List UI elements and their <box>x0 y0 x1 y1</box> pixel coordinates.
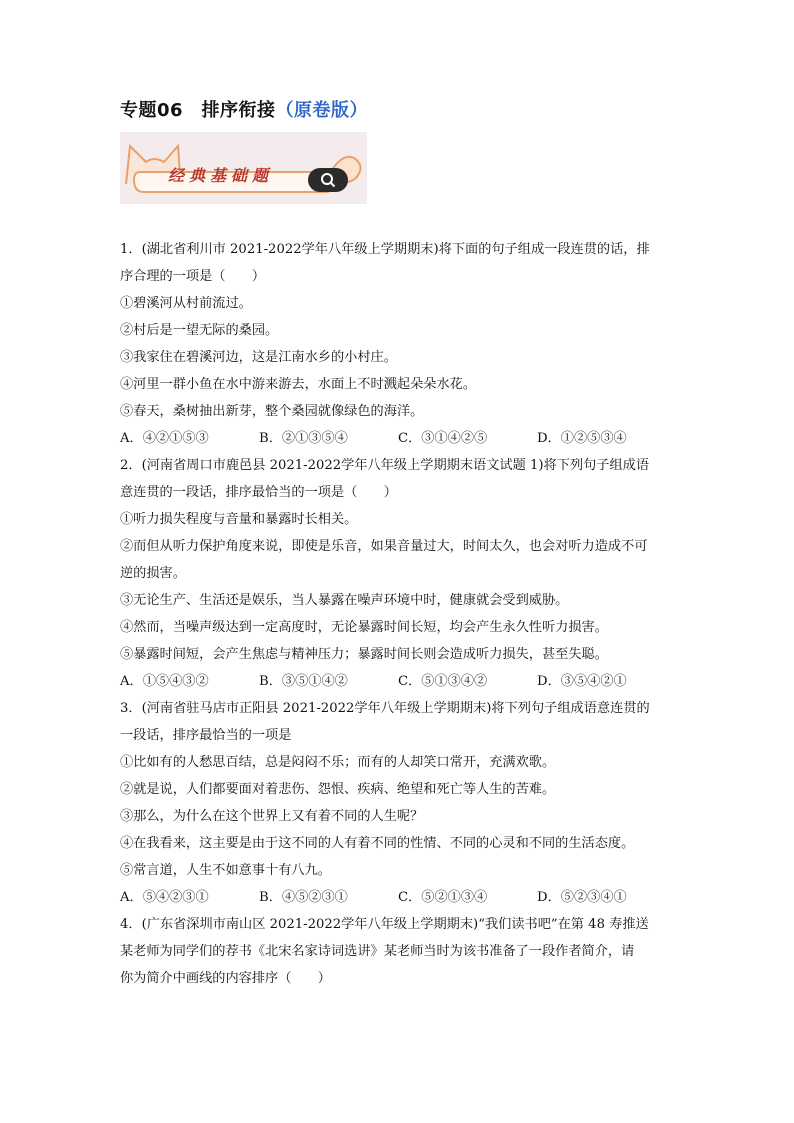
question-3 <box>120 695 680 911</box>
banner-label: 经典基础题 <box>168 166 274 185</box>
question-1 <box>120 236 680 452</box>
sentence-item: ③那么，为什么在这个世界上又有着不同的人生呢？ <box>120 809 424 824</box>
answer-options <box>120 884 680 911</box>
search-button[interactable] <box>308 168 348 192</box>
question-list <box>120 236 680 992</box>
title-main: 专题06 排序衔接 <box>120 100 276 121</box>
option-a[interactable]: A．①⑤④③② <box>120 674 209 689</box>
option-c[interactable]: C．③①④②⑤ <box>398 431 488 446</box>
question-text: 1．(湖北省利川市 2021-2022学年八年级上学期期末)将下面的句子组成一段连贯的话，排 <box>120 242 650 257</box>
question-text: 4．(广东省深圳市南山区 2021-2022学年八年级上学期期末)“我们读书吧”在第 48 寿推送 <box>120 917 649 932</box>
answer-options <box>120 668 680 695</box>
sentence-item: ④河里一群小鱼在水中游来游去，水面上不时溅起朵朵水花。 <box>120 377 477 392</box>
option-b[interactable]: B．③⑤①④② <box>259 674 348 689</box>
section-banner <box>120 132 367 204</box>
sentence-item: ⑤常言道，人生不如意事十有八九。 <box>120 863 331 878</box>
question-text: 一段话，排序最恰当的一项是 <box>120 728 292 743</box>
sentence-item: ①听力损失程度与音量和暴露时长相关。 <box>120 512 358 527</box>
question-text: 3．(河南省驻马店市正阳县 2021-2022学年八年级上学期期末)将下列句子组成语意连贯的 <box>120 701 650 716</box>
option-a[interactable]: A．⑤④②③① <box>120 890 209 905</box>
title-edition: （原卷版） <box>275 100 369 121</box>
option-c[interactable]: C．⑤②①③④ <box>398 890 488 905</box>
question-text: 2．(河南省周口市鹿邑县 2021-2022学年八年级上学期期末语文试题 1)将下列句子组成语 <box>120 458 650 473</box>
question-text: 你为简介中画线的内容排序（ ） <box>120 971 331 986</box>
option-d[interactable]: D．⑤②③④① <box>537 890 627 905</box>
option-a[interactable]: A．④②①⑤③ <box>120 431 209 446</box>
question-text: 序合理的一项是（ ） <box>120 269 266 284</box>
sentence-item: ④然而，当噪声级达到一定高度时，无论暴露时间长短，均会产生永久性听力损害。 <box>120 620 608 635</box>
sentence-item: ④在我看来，这主要是由于这不同的人有着不同的性情、不同的心灵和不同的生活态度。 <box>120 836 635 851</box>
option-b[interactable]: B．②①③⑤④ <box>259 431 348 446</box>
sentence-item: ⑤暴露时间短，会产生焦虑与精神压力；暴露时间长则会造成听力损失，甚至失聪。 <box>120 647 608 662</box>
answer-options <box>120 425 680 452</box>
search-icon <box>308 168 348 192</box>
option-b[interactable]: B．④⑤②③① <box>259 890 348 905</box>
option-d[interactable]: D．③⑤④②① <box>537 674 627 689</box>
question-text: 某老师为同学们的荐书《北宋名家诗词选讲》某老师当时为该书准备了一段作者简介，请 <box>120 944 635 959</box>
sentence-item: ②而但从听力保护角度来说，即使是乐音，如果音量过大，时间太久，也会对听力造成不可 <box>120 539 648 554</box>
sentence-item: ③无论生产、生活还是娱乐，当人暴露在噪声环境中时，健康就会受到威胁。 <box>120 593 569 608</box>
sentence-item: ⑤春天，桑树抽出新芽，整个桑园就像绿色的海洋。 <box>120 404 424 419</box>
question-4 <box>120 911 680 992</box>
sentence-item: 逆的损害。 <box>120 566 186 581</box>
question-2 <box>120 452 680 695</box>
sentence-item: ①碧溪河从村前流过。 <box>120 296 252 311</box>
sentence-item: ②就是说，人们都要面对着悲伤、怨恨、疾病、绝望和死亡等人生的苦难。 <box>120 782 556 797</box>
page-title <box>120 96 368 122</box>
sentence-item: ③我家住在碧溪河边，这是江南水乡的小村庄。 <box>120 350 397 365</box>
sentence-item: ①比如有的人愁思百结，总是闷闷不乐；而有的人却笑口常开，充满欢歌。 <box>120 755 556 770</box>
sentence-item: ②村后是一望无际的桑园。 <box>120 323 279 338</box>
option-d[interactable]: D．①②⑤③④ <box>537 431 627 446</box>
option-c[interactable]: C．⑤①③④② <box>398 674 488 689</box>
question-text: 意连贯的一段话，排序最恰当的一项是（ ） <box>120 485 397 500</box>
